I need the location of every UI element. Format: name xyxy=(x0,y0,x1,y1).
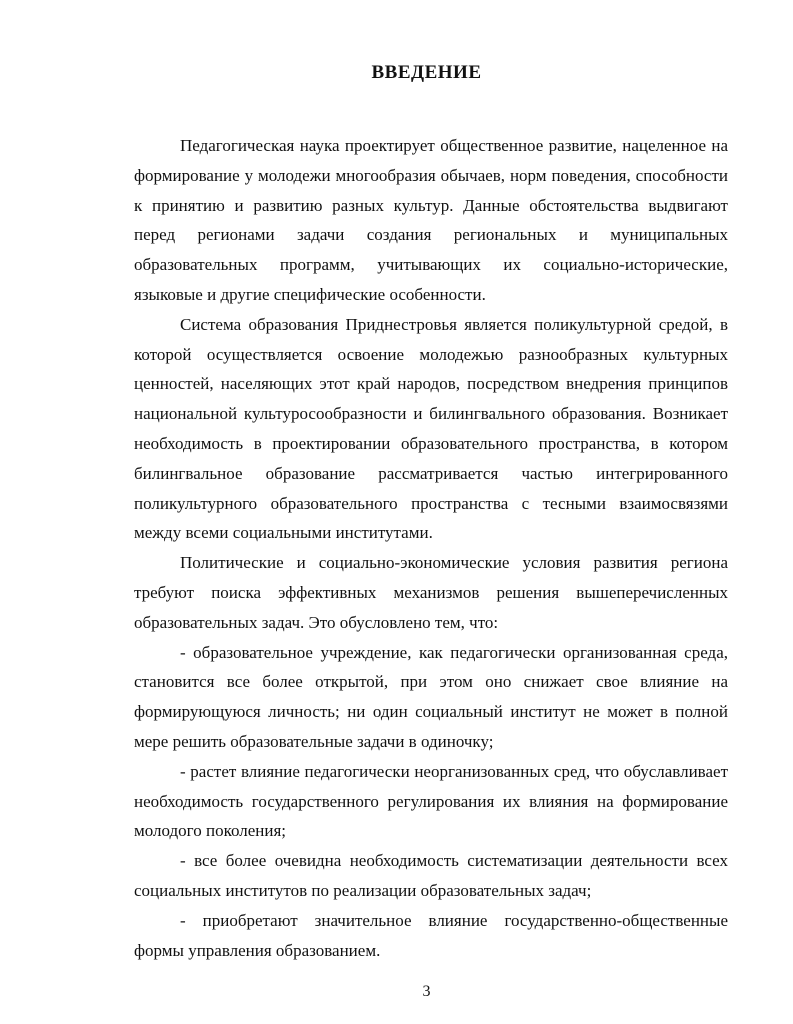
body-text xyxy=(134,131,728,965)
list-item-4: - приобретают значительное влияние государственно-общественные формы управления образованием. xyxy=(134,910,728,960)
paragraph-2: Система образования Приднестровья является поликультурной средой, в которой осуществляется освоение молодежью разнообразных культурных ценностей, населяющих этот край народов, посредством внедрения принципов национальной культуросообразности и билингвального образования. Возникает необходимость в проектировании образовательного пространства, в котором билингвальное образование рассматривается частью интегрированного поликультурного образовательного пространства с тесными взаимосвязями между всеми социальными институтами. xyxy=(134,314,728,543)
page-title: ВВЕДЕНИЕ xyxy=(371,62,482,83)
paragraph-1: Педагогическая наука проектирует общественное развитие, нацеленное на формирование у молодежи многообразия обычаев, норм поведения, способности к принятию и развитию разных культур. Данные обстоятельства выдвигают перед регионами задачи создания региональных и муниципальных образовательных программ, учитывающих их социально-исторические, языковые и другие специфические особенности. xyxy=(134,136,728,304)
paragraph-3: Политические и социально-экономические условия развития региона требуют поиска эффективных механизмов решения вышеперечисленных образовательных задач. Это обусловлено тем, что: xyxy=(134,553,728,632)
list-item-1: - образовательное учреждение, как педагогически организованная среда, становится все более открытой, при этом оно снижает свое влияние на формирующуюся личность; ни один социальный институт не может в полной мере решить образовательные задачи в одиночку; xyxy=(134,642,728,751)
list-item-2: - растет влияние педагогически неорганизованных сред, что обуславливает необходимость государственного регулирования их влияния на формирование молодого поколения; xyxy=(134,761,728,841)
list-item-3: - все более очевидна необходимость систематизации деятельности всех социальных институтов по реализации образовательных задач; xyxy=(134,851,728,900)
page-number: 3 xyxy=(422,983,431,1000)
